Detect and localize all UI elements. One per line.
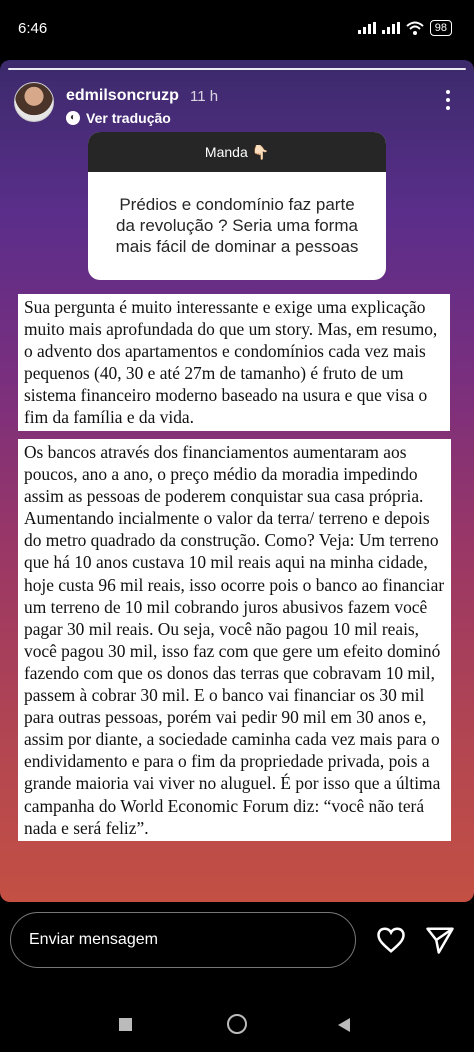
avatar[interactable]: [14, 82, 54, 122]
translate-icon: ◐: [66, 111, 80, 125]
question-header: Manda 👇🏻: [88, 132, 386, 172]
wifi-icon: [406, 21, 424, 35]
answer-text-2: Os bancos através dos financiamentos aumentaram aos poucos, ano a ano, o preço médio da moradia impedindo assim as pessoas de poderem conquistar sua casa própria. Aumentando incialmente o valor da terra/ terreno e depois do metro quadrado da construção. Como? Veja: Um terreno que há 10 anos custava 10 mil reais aqui na minha cidade, hoje custa 96 mil reais, isso ocorre pois o banco ao financiar um terreno de 10 mil cobrando juros abusivos fazem você pagar 30 mil reais. Ou seja, você não pagou 10 mil reais, você pagou 30 mil, isso faz com que gere um efeito dominó fazendo com que os donos das terras que cobravam 10 mil, passem à cobrar 30 mil. E o banco vai financiar os 30 mil para outras pessoas, porém vai pedir 90 mil em 30 anos e, assim por diante, a sociedade caminha cada vez mais para o endividamento e para o fim da propriedade privada, pois a grande maioria vai viver no aluguel. É por isso que a última campanha do World Economic Forum diz: “você não terá nada e será feliz”.: [18, 439, 451, 841]
time-ago: 11 h: [190, 88, 219, 105]
recents-icon[interactable]: [119, 1018, 132, 1031]
bottom-bar: [0, 902, 474, 1052]
story-progress-bar: [8, 68, 466, 70]
question-text: Prédios e condomínio faz parte da revolução ? Seria uma forma mais fácil de dominar a pessoas: [115, 195, 359, 256]
battery-indicator: 98: [430, 20, 452, 36]
status-icons: [358, 20, 452, 36]
heart-icon[interactable]: [376, 925, 406, 955]
translate-label: Ver tradução: [86, 110, 171, 126]
signal-icon: [358, 22, 376, 34]
username[interactable]: edmilsoncruzp: [66, 87, 179, 104]
translate-button[interactable]: [66, 110, 171, 126]
status-time: 6:46: [18, 20, 48, 37]
home-icon[interactable]: [227, 1014, 247, 1034]
system-nav-bar: [0, 1006, 474, 1042]
signal-icon-2: [382, 22, 400, 34]
message-input[interactable]: Enviar mensagem: [10, 912, 356, 968]
send-icon[interactable]: [425, 925, 455, 955]
back-icon[interactable]: [338, 1018, 350, 1032]
story-view[interactable]: [0, 60, 474, 902]
status-bar: [0, 0, 474, 58]
question-sticker: [88, 132, 386, 280]
answer-text-1: Sua pergunta é muito interessante e exige uma explicação muito mais aprofundada do que um story. Mas, em resumo, o advento dos apartamentos e condomínios cada vez mais pequenos (40, 30 e até 27m de tamanho) é fruto de um sistema financeiro moderno baseado na usura e que visa o fim da família e da vida.: [18, 294, 450, 431]
more-icon[interactable]: [446, 90, 450, 110]
